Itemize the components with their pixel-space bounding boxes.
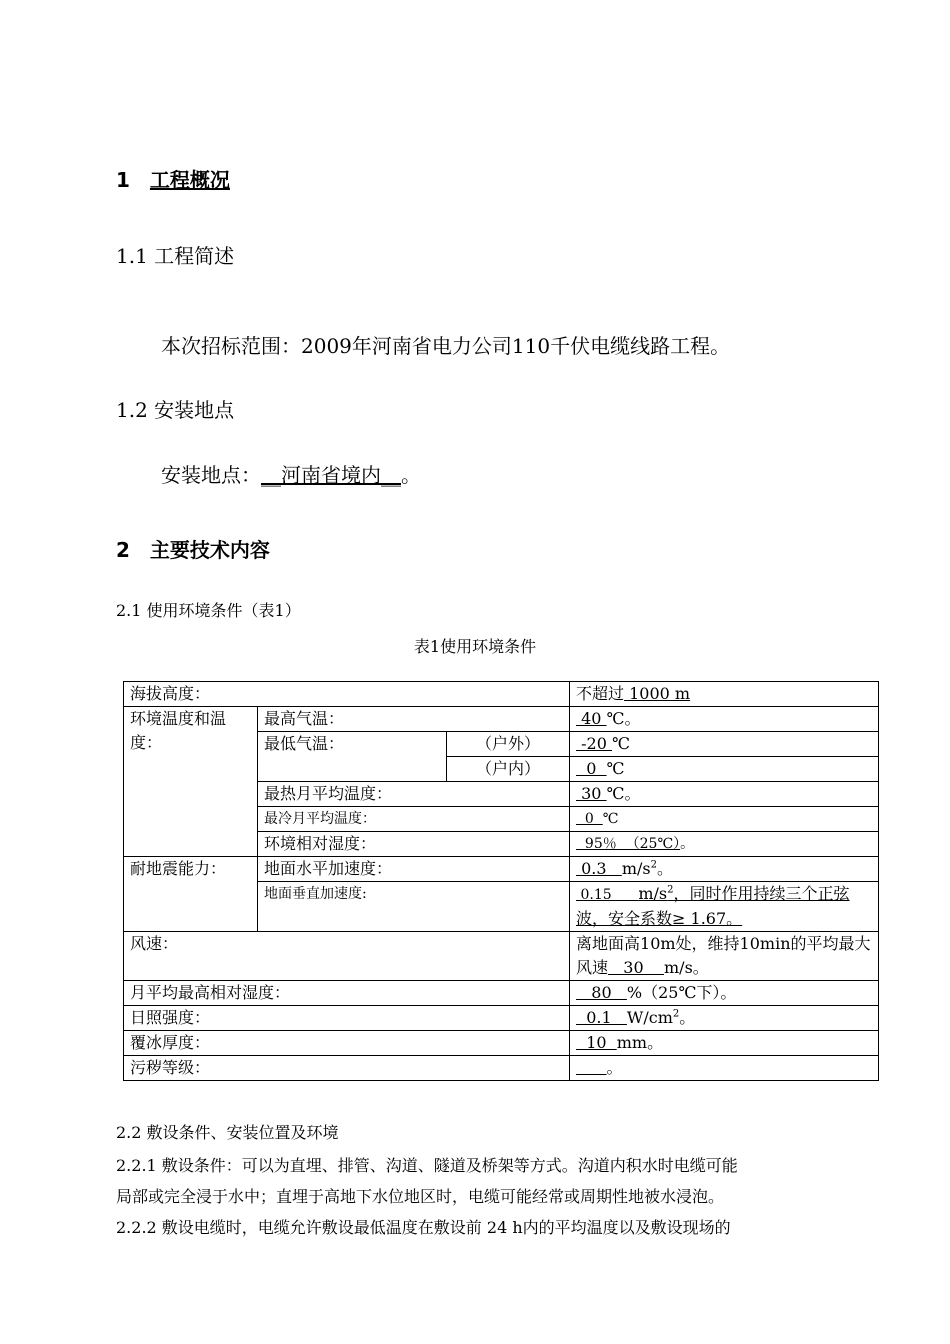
ice-value: 10 mm。: [570, 1031, 879, 1056]
altitude-label: 海拔高度：: [124, 682, 570, 707]
section-2-2-2-line: 2.2.2 敷设电缆时，电缆允许敷设最低温度在敷设前 24 h内的平均温度以及敷设现场的: [116, 1218, 731, 1237]
section-2-title: 2 主要技术内容: [116, 538, 270, 562]
section-1-title: 1 工程概况: [116, 168, 230, 192]
wind-label: 风速：: [124, 932, 570, 981]
table-row: [124, 1006, 879, 1031]
table-row: [124, 682, 879, 707]
install-location-label: 安装地点：: [161, 463, 261, 487]
install-location-line: [161, 459, 421, 488]
horizontal-accel-value: 0.3 $m/s^2$。: [570, 857, 879, 882]
ice-label: 覆冰厚度：: [124, 1031, 570, 1056]
section-2-1-title: 2.1 使用环境条件（表1）: [116, 601, 301, 620]
indoor-label: （户内）: [447, 757, 570, 782]
section-1-2-title: 1.2 安装地点: [116, 398, 235, 422]
hottest-month-label: 最热月平均温度：: [258, 782, 570, 807]
section-1-1-title: 1.1 工程简述: [116, 244, 235, 268]
table-row: [124, 981, 879, 1006]
humidity-value: 95％ （25℃）。: [570, 832, 879, 857]
section-1-1-body: 本次招标范围：2009年河南省电力公司110千伏电缆线路工程。: [161, 334, 731, 358]
vertical-accel-value: 0.15 $m/s^2$，同时作用持续三个正弦波，安全系数≥ 1.67。: [570, 882, 879, 932]
min-temp-label: 最低气温：: [258, 732, 447, 782]
coldest-month-label: 最冷月平均温度：: [258, 807, 570, 832]
outdoor-value: -20 ℃: [570, 732, 879, 757]
max-temp-value: 40 ℃。: [570, 707, 879, 732]
wind-value: 离地面高10m处，维持10min的平均最大风速 30 m/s。: [570, 932, 879, 981]
pollution-label: 污秽等级：: [124, 1056, 570, 1081]
sunlight-value: 0.1 $W/cm^2$。: [570, 1006, 879, 1031]
month-humidity-label: 月平均最高相对湿度：: [124, 981, 570, 1006]
outdoor-label: （户外）: [447, 732, 570, 757]
install-location-value: __河南省境内__: [261, 463, 401, 487]
seismic-label: 耐地震能力：: [124, 857, 258, 932]
table-row: [124, 1056, 879, 1081]
environment-table: [123, 681, 879, 1081]
coldest-month-value: 0 ℃: [570, 807, 879, 832]
indoor-value: 0 ℃: [570, 757, 879, 782]
table-row: [124, 857, 879, 882]
temp-label: 环境温度和温度：: [124, 707, 258, 857]
max-temp-label: 最高气温：: [258, 707, 570, 732]
table-caption: 表1使用环境条件: [413, 637, 537, 656]
vertical-accel-label: 地面垂直加速度:: [258, 882, 570, 932]
sunlight-label: 日照强度：: [124, 1006, 570, 1031]
section-2-2-title: 2.2 敷设条件、安装位置及环境: [116, 1123, 339, 1142]
pollution-value: 。: [570, 1056, 879, 1081]
hottest-month-value: 30 ℃。: [570, 782, 879, 807]
horizontal-accel-label: 地面水平加速度：: [258, 857, 570, 882]
section-2-2-1-line: 2.2.1 敷设条件：可以为直埋、排管、沟道、隧道及桥架等方式。沟道内积水时电缆可能: [116, 1156, 738, 1175]
table-row: [124, 932, 879, 981]
section-2-2-1-body: [116, 1150, 866, 1243]
section-2-2-1-line: 局部或完全浸于水中；直埋于高地下水位地区时，电缆可能经常或周期性地被水浸泡。: [116, 1187, 725, 1206]
altitude-value: 不超过 1000 m: [570, 682, 879, 707]
humidity-label: 环境相对湿度：: [258, 832, 570, 857]
install-location-end: 。: [401, 463, 421, 487]
month-humidity-value: 80 %（25℃下）。: [570, 981, 879, 1006]
table-row: [124, 1031, 879, 1056]
table-row: [124, 707, 879, 732]
